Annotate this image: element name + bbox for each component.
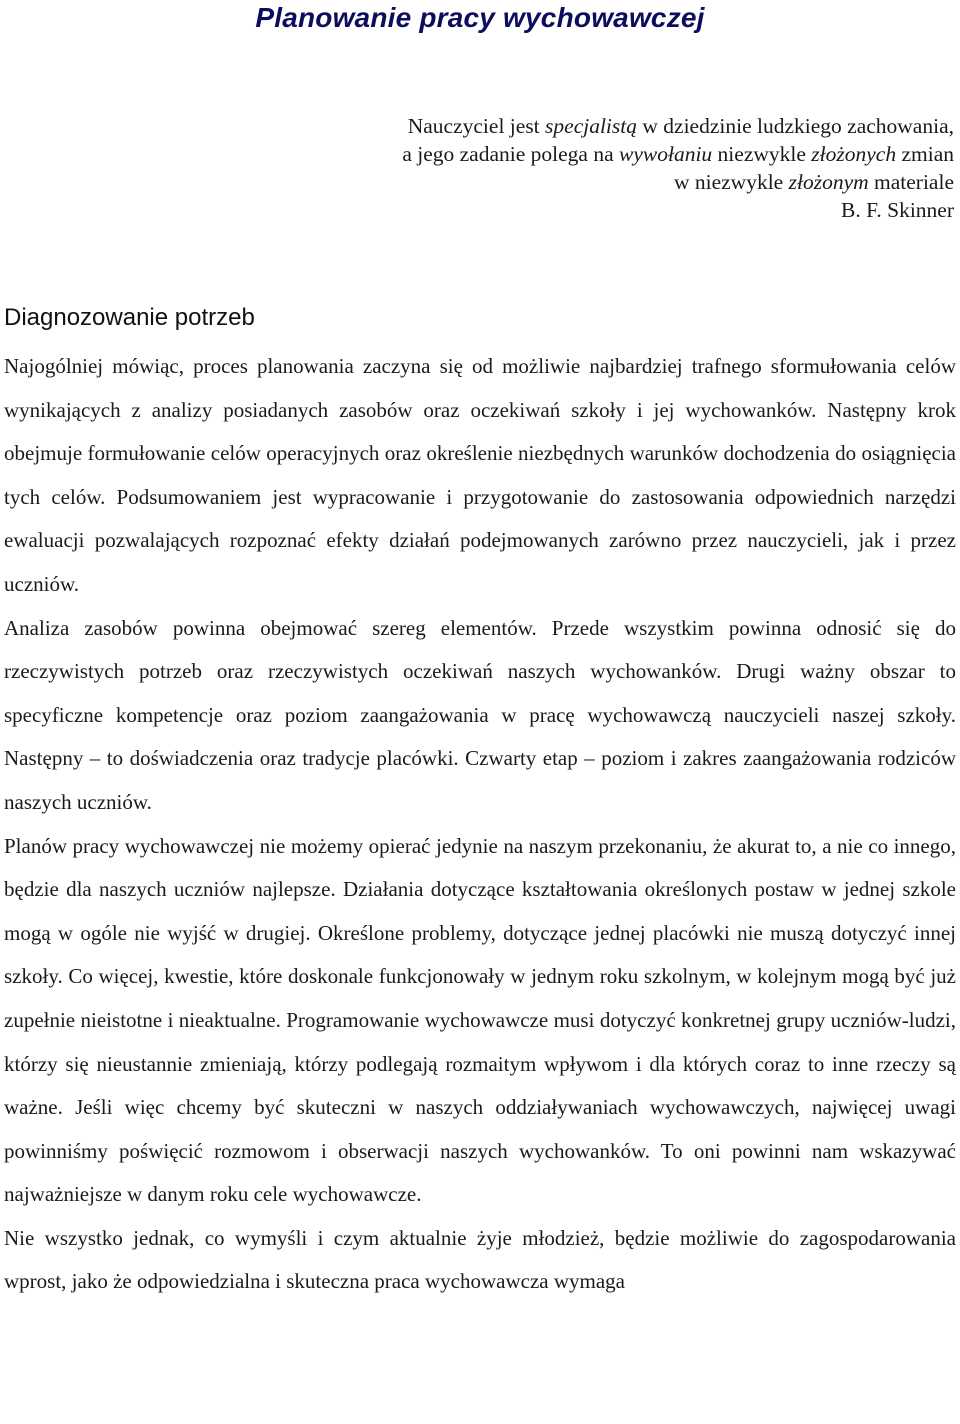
epigraph-emphasis: wywołaniu [619, 142, 713, 166]
epigraph-text: w niezwykle [673, 170, 789, 194]
section-heading: Diagnozowanie potrzeb [4, 304, 255, 331]
epigraph-line-2 [314, 140, 954, 168]
epigraph-text: Nauczyciel jest [407, 114, 546, 138]
epigraph-line-3 [314, 168, 954, 196]
epigraph-text: a jego zadanie polega na [402, 142, 619, 166]
epigraph-text: w dziedzinie ludzkiego zachowania, [637, 114, 954, 138]
paragraph: Analiza zasobów powinna obejmować szereg elementów. Przede wszystkim powinna odnosić się do rzeczywistych potrzeb oraz rzeczywistych oczekiwań naszych wychowanków. Drugi ważny obszar to specyficzne kompetencje oraz poziom zaangażowania w pracę wychowawczą nauczycieli naszej szkoły. Następny – to doświadczenia oraz tradycje placówki. Czwarty etap – poziom i zakres zaangażowania rodziców naszych uczniów. [4, 615, 956, 814]
paragraph: Najogólniej mówiąc, proces planowania zaczyna się od możliwie najbardziej trafnego sformułowania celów wynikających z analizy posiadanych zasobów oraz oczekiwań szkoły i jej wychowanków. Następny krok obejmuje formułowanie celów operacyjnych oraz określenie niezbędnych warunków dochodzenia do osiągnięcia tych celów. Podsumowaniem jest wypracowanie i przygotowanie do zastosowania odpowiednich narzędzi ewaluacji pozwalających rozpoznać efekty działań podejmowanych zarówno przez nauczycieli, jak i przez uczniów. [4, 354, 956, 596]
body-text [4, 345, 956, 1304]
epigraph-line-1 [314, 112, 954, 140]
epigraph-emphasis: złożonym [788, 170, 869, 194]
epigraph-text: materiale [868, 170, 954, 194]
epigraph-text: zmian [896, 142, 954, 166]
document-title: Planowanie pracy wychowawczej [255, 2, 705, 33]
epigraph-emphasis: złożonych [811, 142, 897, 166]
paragraph: Planów pracy wychowawczej nie możemy opierać jedynie na naszym przekonaniu, że akurat to, a nie co innego, będzie dla naszych uczniów najlepsze. Działania dotyczące kształtowania określonych postaw w jednej szkole mogą w ogóle nie wyjść w drugiej. Określone problemy, dotyczące jednej placówki nie muszą dotyczyć innej szkoły. Co więcej, kwestie, które doskonale funkcjonowały w jednym roku szkolnym, w kolejnym mogą być już zupełnie nieistotne i nieaktualne. Programowanie wychowawcze musi dotyczyć konkretnej grupy uczniów-ludzi, którzy się nieustannie zmieniają, którzy podlegają rozmaitym wpływom i dla których coraz to inne rzeczy są ważne. Jeśli więc chcemy być skuteczni w naszych oddziaływaniach wychowawczych, najwięcej uwagi powinniśmy poświęcić rozmowom i obserwacji naszych wychowanków. To oni powinni nam wskazywać najważniejsze w danym roku cele wychowawcze. [4, 833, 956, 1207]
epigraph [314, 112, 954, 224]
epigraph-emphasis: specjalistą [545, 114, 637, 138]
epigraph-text: niezwykle [712, 142, 812, 166]
epigraph-author: B. F. Skinner [841, 198, 954, 222]
paragraph: Nie wszystko jednak, co wymyśli i czym aktualnie żyje młodzież, będzie możliwie do zagospodarowania wprost, jako że odpowiedzialna i skuteczna praca wychowawcza wymaga [4, 1225, 956, 1294]
